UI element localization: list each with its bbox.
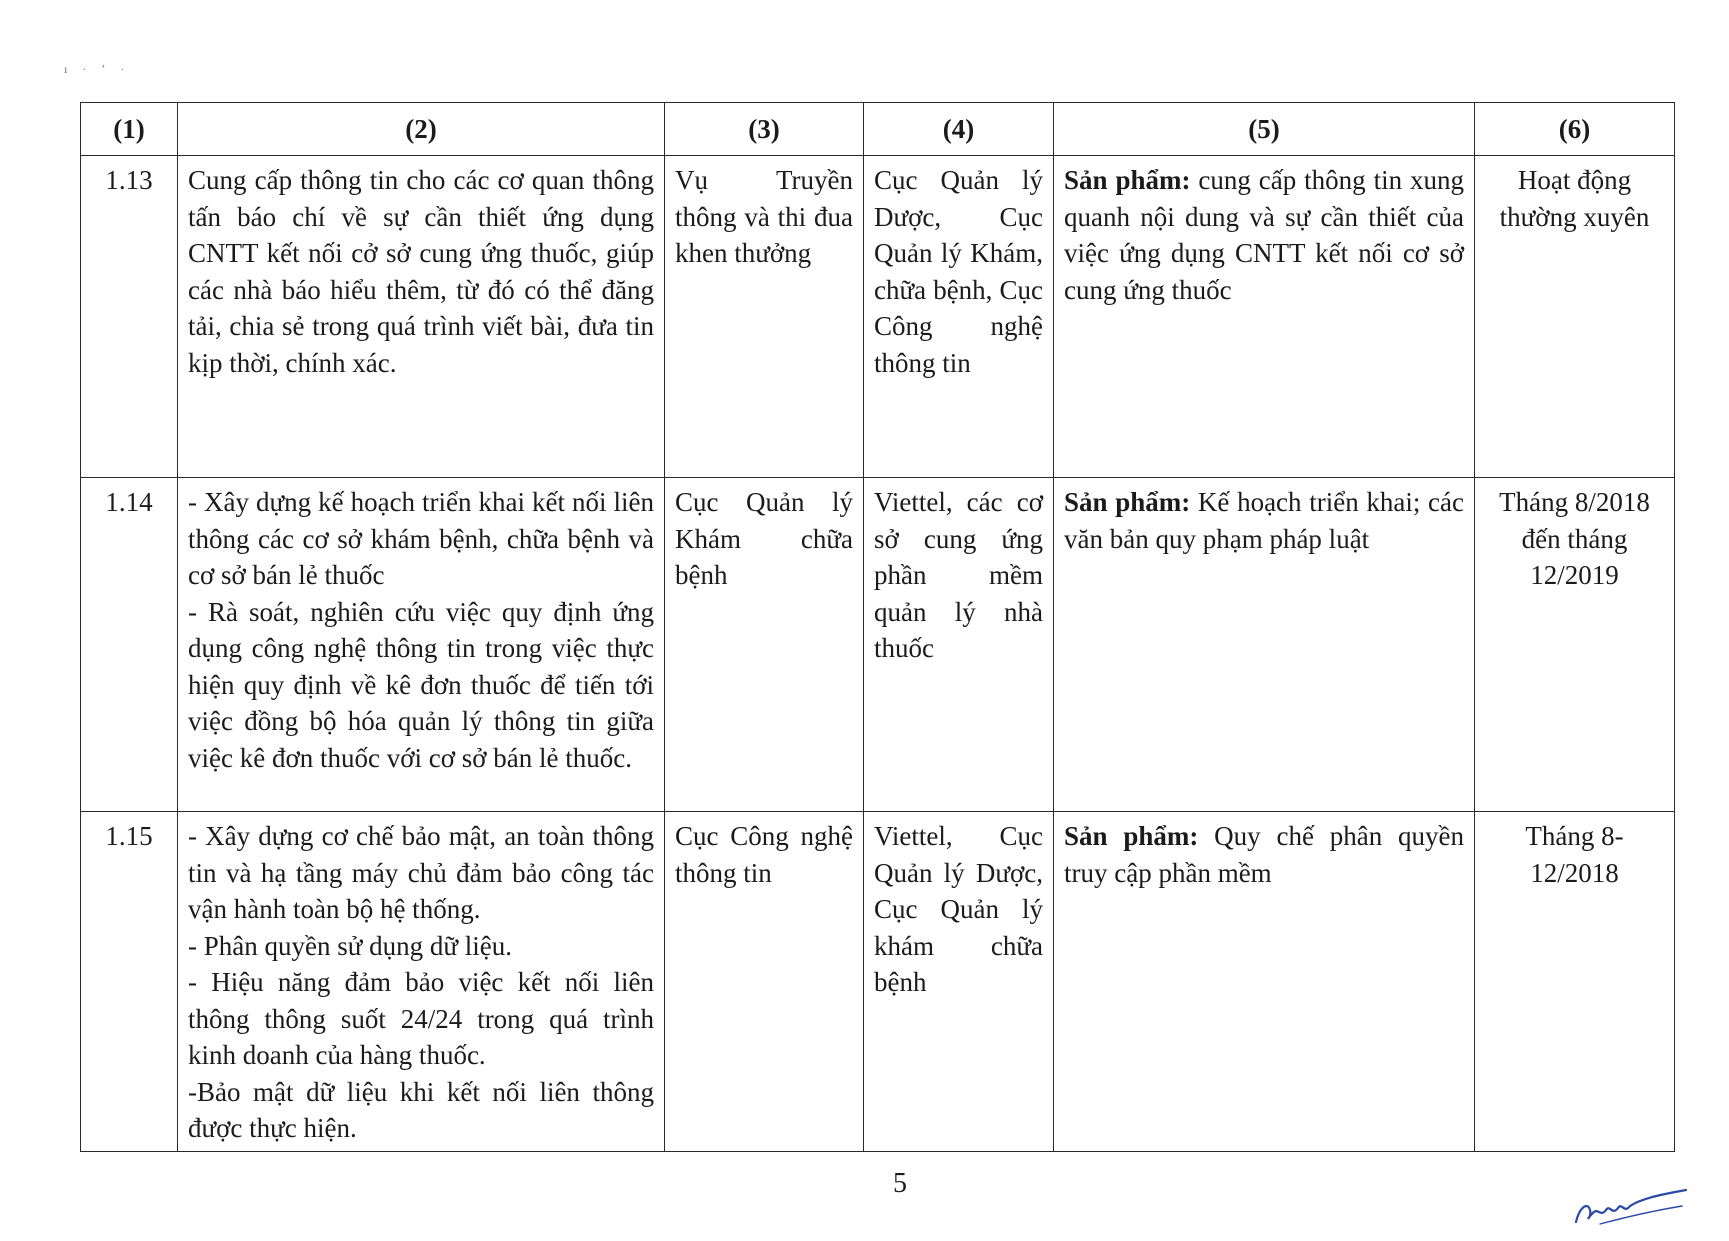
task-content-line: - Phân quyền sử dụng dữ liệu. <box>188 930 512 961</box>
row-number: 1.14 <box>81 478 178 812</box>
product-cell <box>1054 812 1475 1152</box>
product-label: Sản phẩm: <box>1064 165 1191 195</box>
product-label: Sản phẩm: <box>1064 821 1199 851</box>
table-row <box>81 156 1675 478</box>
lead-unit: Cục Quản lý Khám chữa bệnh <box>665 478 864 812</box>
task-content-line: -Bảo mật dữ liệu khi kết nối liên thông được thực hiện. <box>188 1076 654 1143</box>
coordinating-unit: Viettel, Cục Quản lý Dược, Cục Quản lý khám chữa bệnh <box>864 812 1054 1152</box>
task-content <box>178 478 665 812</box>
column-header: (2) <box>178 103 665 156</box>
task-content <box>178 156 665 478</box>
row-number: 1.13 <box>81 156 178 478</box>
column-header: (5) <box>1054 103 1475 156</box>
product-text: cung cấp thông tin xung quanh nội dung và sự cần thiết của việc ứng dụng CNTT kết nối cơ sở cung ứng thuốc <box>1064 165 1464 305</box>
timeline: Tháng 8/2018 đến tháng 12/2019 <box>1475 478 1675 812</box>
product-cell <box>1054 478 1475 812</box>
timeline: Tháng 8-12/2018 <box>1475 812 1675 1152</box>
lead-unit: Vụ Truyền thông và thi đua khen thưởng <box>665 156 864 478</box>
row-number: 1.15 <box>81 812 178 1152</box>
task-content <box>178 812 665 1152</box>
timeline: Hoạt động thường xuyên <box>1475 156 1675 478</box>
table-header-row <box>81 103 1675 156</box>
task-content-line: - Hiệu năng đảm bảo việc kết nối liên thông thông suốt 24/24 trong quá trình kinh doanh của hàng thuốc. <box>188 967 654 1070</box>
lead-unit: Cục Công nghệ thông tin <box>665 812 864 1152</box>
column-header: (1) <box>81 103 178 156</box>
task-content-line: Cung cấp thông tin cho các cơ quan thông tấn báo chí về sự cần thiết ứng dụng CNTT kết nối cở sở cung ứng thuốc, giúp các nhà báo hiểu thêm, từ đó có thể đăng tải, chia sẻ trong quá trình viết bài, đưa tin kịp thời, chính xác. <box>188 165 654 378</box>
handwritten-signature <box>1570 1180 1690 1230</box>
column-header: (4) <box>864 103 1054 156</box>
coordinating-unit: Cục Quản lý Dược, Cục Quản lý Khám, chữa bệnh, Cục Công nghệ thông tin <box>864 156 1054 478</box>
column-header: (6) <box>1475 103 1675 156</box>
task-content-line: - Xây dựng cơ chế bảo mật, an toàn thông tin và hạ tầng máy chủ đảm bảo công tác vận hành toàn bộ hệ thống. <box>188 821 654 924</box>
product-text: Kế hoạch triển khai; các văn bản quy phạm pháp luật <box>1064 487 1464 554</box>
task-table <box>80 102 1675 1152</box>
product-text: Quy chế phân quyền truy cập phần mềm <box>1064 821 1465 888</box>
product-cell <box>1054 156 1475 478</box>
task-content-line: - Xây dựng kế hoạch triển khai kết nối liên thông các cơ sở khám bệnh, chữa bệnh và cơ sở bán lẻ thuốc <box>188 487 654 590</box>
product-label: Sản phẩm: <box>1064 487 1191 517</box>
table-row <box>81 812 1675 1152</box>
scan-marks: ı · ʼ · <box>64 62 131 76</box>
task-content-line: - Rà soát, nghiên cứu việc quy định ứng dụng công nghệ thông tin trong việc thực hiện quy định về kê đơn thuốc để tiến tới việc đồng bộ hóa quản lý thông tin giữa việc kê đơn thuốc với cơ sở bán lẻ thuốc. <box>188 596 654 773</box>
page-number: 5 <box>893 1168 907 1199</box>
column-header: (3) <box>665 103 864 156</box>
coordinating-unit: Viettel, các cơ sở cung ứng phần mềm quản lý nhà thuốc <box>864 478 1054 812</box>
table-row <box>81 478 1675 812</box>
